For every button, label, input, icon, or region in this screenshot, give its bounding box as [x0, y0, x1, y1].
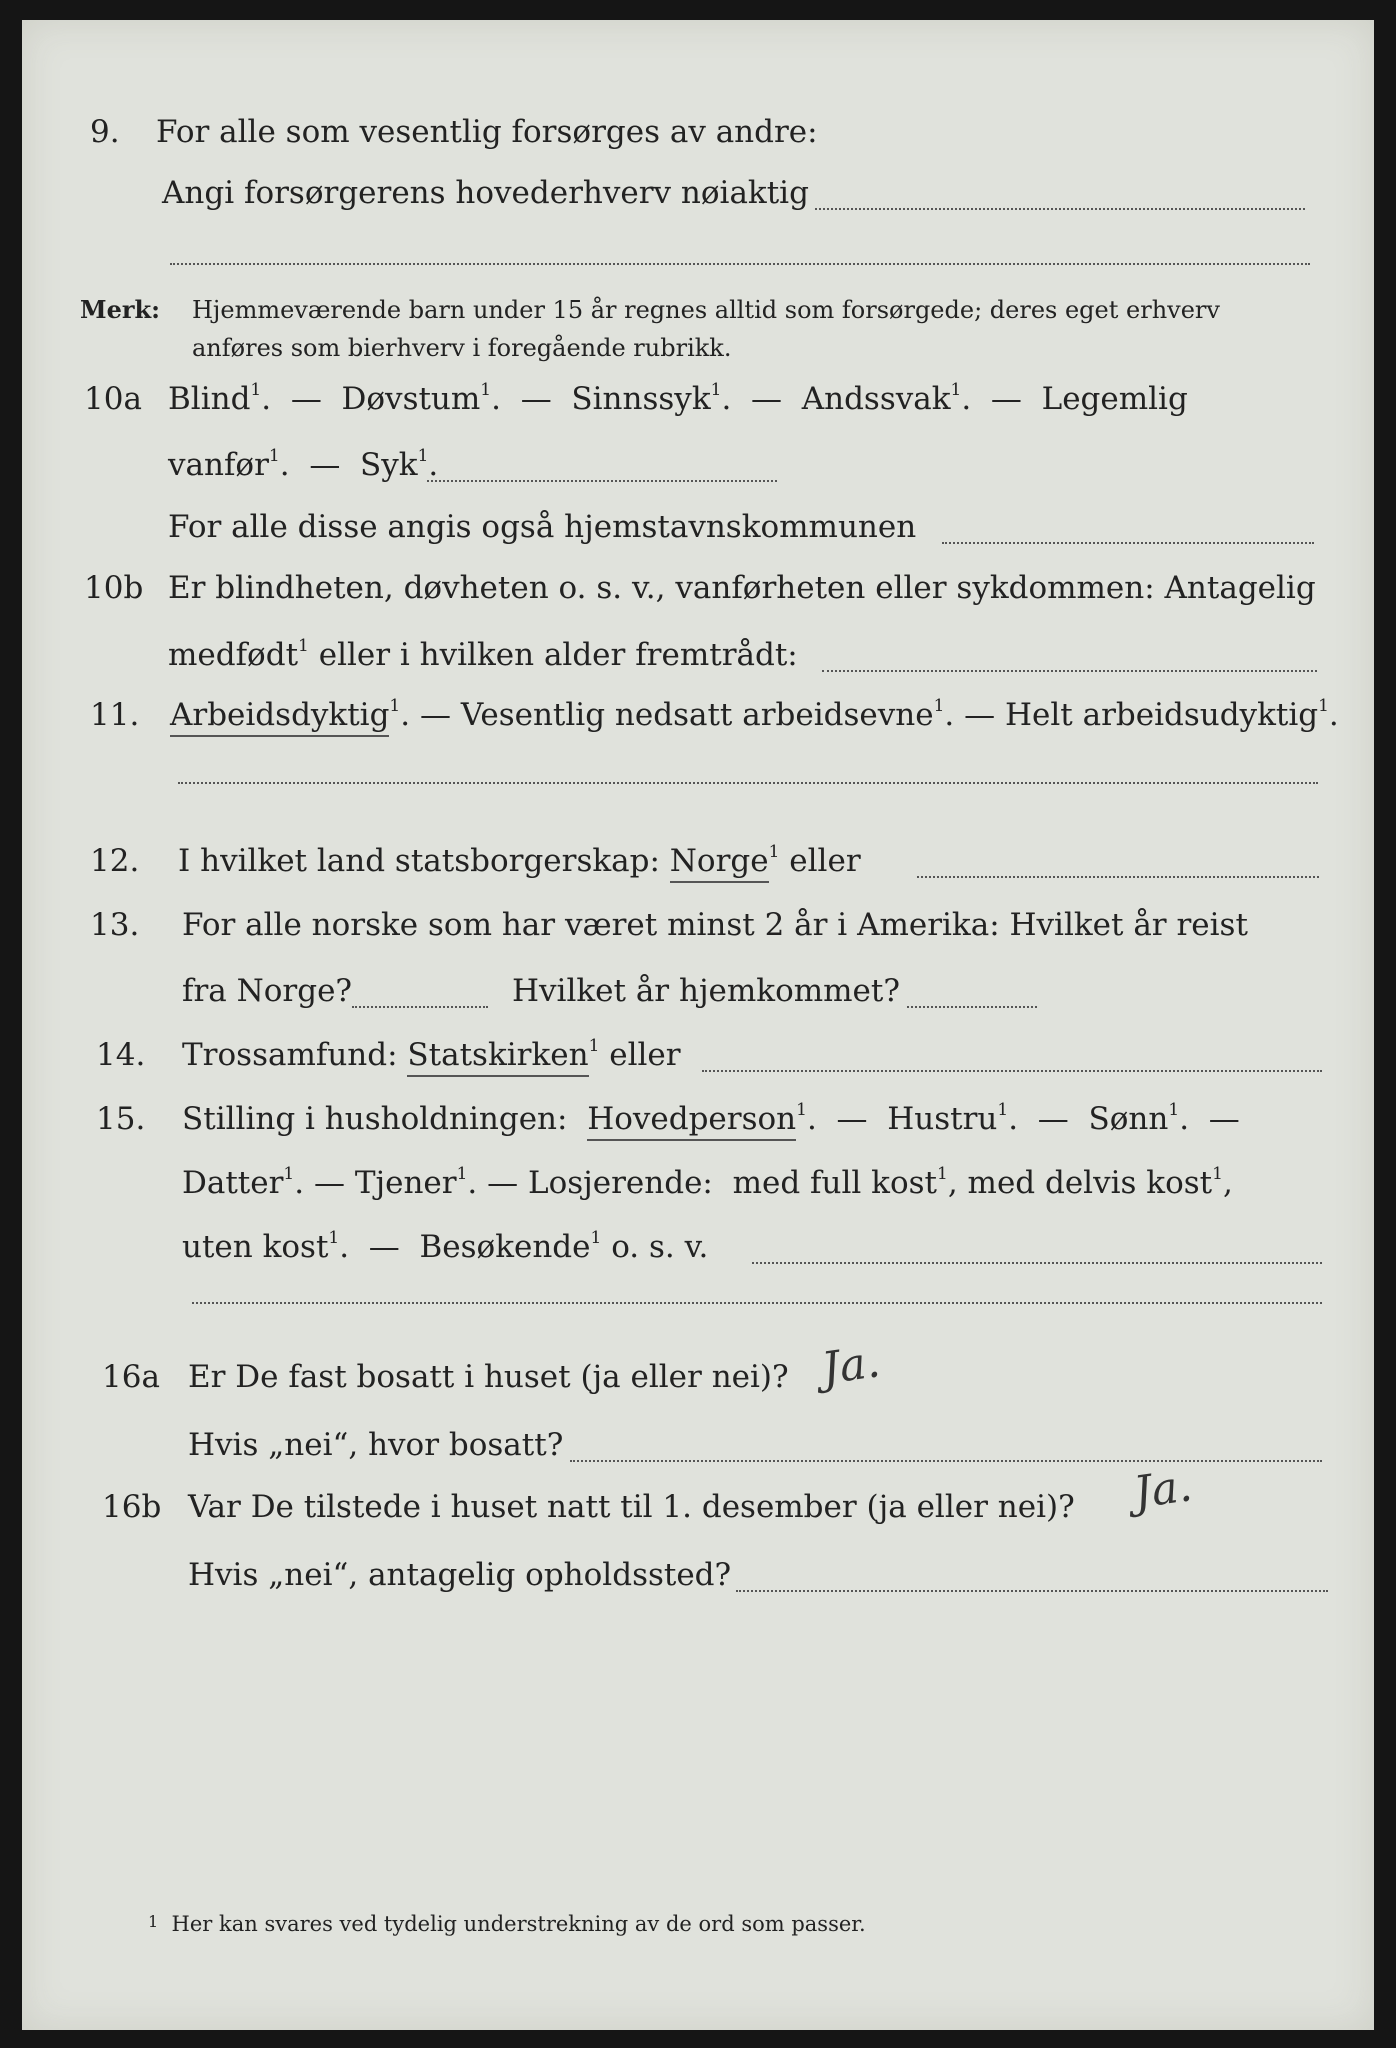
option-delvis-kost[interactable]: med delvis kost [967, 1165, 1213, 1201]
question-number: 13. [90, 907, 140, 943]
option-full-kost[interactable]: med full kost [732, 1165, 937, 1201]
question-text: For alle norske som har været minst 2 år i Amerika: Hvilket år reist [182, 907, 1248, 943]
option-datter[interactable]: Datter [182, 1165, 284, 1201]
option-vanfor[interactable]: vanfør [168, 447, 269, 483]
answer-line[interactable] [427, 480, 777, 482]
question-number: 15. [96, 1101, 146, 1137]
option-sonn[interactable]: Sønn [1088, 1101, 1169, 1137]
census-form-page: 9. For alle som vesentlig forsørges av andre: Angi forsørgerens hovederhverv nøiaktig Merk: Hjemmeværende barn under 15 år regnes alltid som forsørgede; deres eget erhverv anføres som bierhverv i foregående rubrikk. 10a Blind$^1$. — Døvstum$^1$. — Sinnssyk$^1$. — Andssvak$^1$. — Legemlig vanfør$^1$. — Syk$^1$. For alle disse angis også hjemstavnskommunen 10b Er blindheten, døvheten o. s. v., vanførheten eller sykdommen: Antagelig medfødt$^1$ eller i hvilken alder fremtrådt: 11. Arbeidsdyktig$^1$. — Vesentlig nedsatt arbeidsevne$^1$. — Helt arbeidsudyktig$^1$. 12. I hvilket land statsborgerskap: Norge$^1$ eller 13. For alle norske som har været minst 2 år i Amerika: Hvilket år reist fra Norge? Hvilket år hjemkommet? 14. Trossamfund: Statskirken$^1$ eller 15. Stilling i husholdningen: Hovedperson$^1$. — Hustru$^1$. — Sønn$^1$. — Datter$^1$. — Tjener$^1$. — Losjerende: med full kost$^1$, med delvis kost$^1$, uten kost$^1$. — Besøkende$^1$ o. s. v. 16a Er De fast bosatt i huset (ja eller nei)? Ja. Hvis „nei“, hvor bosatt? 16b Var De tilstede i huset natt til 1. desember (ja eller nei)? Ja. Hvis „nei“, antagelig opholdssted? $^1$ Her kan svares ved tydelig understrekning av de ord som passer. [22, 20, 1374, 2030]
answer-line[interactable] [178, 782, 1318, 784]
option-legemlig[interactable]: Legemlig [1041, 381, 1188, 417]
question-text: Er De fast bosatt i huset (ja eller nei)? [188, 1359, 789, 1395]
option-sinnssyk[interactable]: Sinnssyk [571, 381, 711, 417]
option-andssvak[interactable]: Andssvak [801, 381, 951, 417]
question-text: Angi forsørgerens hovederhverv nøiaktig [162, 175, 809, 211]
question-text: Var De tilstede i huset natt til 1. desember (ja eller nei)? [188, 1489, 1075, 1525]
option-syk[interactable]: Syk [360, 447, 418, 483]
answer-line[interactable] [192, 1302, 1322, 1304]
question-number: 10b [84, 570, 144, 606]
question-number: 9. [90, 114, 120, 150]
question-number: 12. [90, 843, 140, 879]
note-text: anføres som bierhverv i foregående rubrikk. [192, 334, 732, 362]
option-udyktig[interactable]: Helt arbeidsudyktig [1004, 697, 1319, 733]
option-nedsatt[interactable]: Vesentlig nedsatt arbeidsevne [460, 697, 934, 733]
answer-line[interactable] [907, 1006, 1037, 1008]
answer-line[interactable] [917, 876, 1319, 878]
option-arbeidsdyktig[interactable]: Arbeidsdyktig [170, 697, 389, 737]
question-number: 14. [96, 1037, 146, 1073]
question-number: 16a [102, 1359, 160, 1395]
handwritten-answer[interactable]: Ja. [818, 1336, 884, 1395]
note-text: Hjemmeværende barn under 15 år regnes alltid som forsørgede; deres eget erhverv [192, 296, 1220, 324]
footnote-mark: 1 [148, 1912, 159, 1931]
question-text: For alle disse angis også hjemstavnskommunen [168, 509, 917, 545]
answer-line[interactable] [815, 208, 1305, 210]
question-number: 16b [102, 1489, 162, 1525]
answer-line[interactable] [170, 263, 1310, 265]
answer-line[interactable] [352, 1006, 488, 1008]
option-hovedperson[interactable]: Hovedperson [587, 1101, 796, 1141]
option-besokende[interactable]: Besøkende [419, 1229, 591, 1265]
answer-line[interactable] [736, 1590, 1328, 1592]
footnote-text: Her kan svares ved tydelig understrekning av de ord som passer. [171, 1912, 866, 1936]
question-number: 11. [90, 697, 140, 733]
option-blind[interactable]: Blind [168, 381, 251, 417]
option-hustru[interactable]: Hustru [887, 1101, 998, 1137]
option-norge[interactable]: Norge [670, 843, 769, 883]
note-label: Merk: [80, 295, 160, 324]
question-text: Er blindheten, døvheten o. s. v., vanførheten eller sykdommen: Antagelig [168, 570, 1316, 606]
option-dovstum[interactable]: Døvstum [341, 381, 481, 417]
question-text: For alle som vesentlig forsørges av andre: [156, 114, 818, 150]
option-tjener[interactable]: Tjener [354, 1165, 457, 1201]
footnote [148, 1912, 866, 1936]
option-list: Blind$^1$. — Døvstum$^1$. — Sinnssyk$^1$. — Andssvak$^1$. — Legemlig [168, 380, 1188, 417]
answer-line[interactable] [702, 1070, 1322, 1072]
answer-line[interactable] [570, 1460, 1322, 1462]
answer-line[interactable] [752, 1262, 1322, 1264]
option-statskirken[interactable]: Statskirken [407, 1037, 588, 1077]
answer-line[interactable] [942, 542, 1314, 544]
question-number: 10a [84, 381, 142, 417]
handwritten-answer[interactable]: Ja. [1130, 1460, 1196, 1519]
option-uten-kost[interactable]: uten kost [182, 1229, 329, 1265]
answer-line[interactable] [822, 670, 1317, 672]
